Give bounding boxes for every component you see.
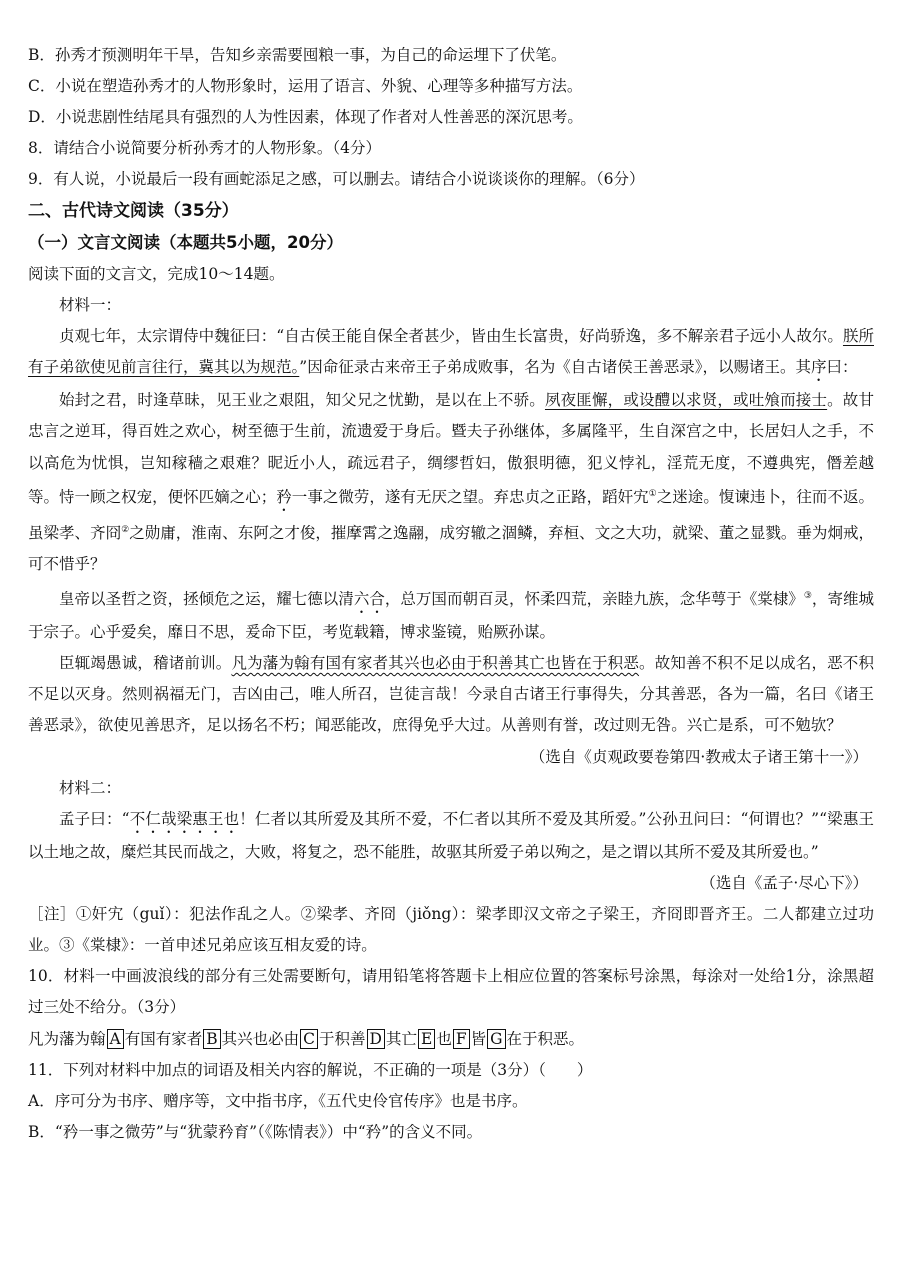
reading-instruction: 阅读下面的文言文，完成10～14题。 <box>28 265 285 283</box>
text-run: 于积善 <box>319 1029 366 1048</box>
text-run: 其兴也必由 <box>221 1029 300 1048</box>
answer-box-b[interactable]: B <box>203 1029 220 1049</box>
section-heading: 二、古代诗文阅读（35分） <box>28 201 239 221</box>
answer-box-a[interactable]: A <box>107 1029 124 1049</box>
text-run: 皇帝以圣哲之资，拯倾危之运，耀七德以清 <box>59 589 354 608</box>
note-marker-2: ② <box>121 524 130 535</box>
option-b: B．孙秀才预测明年干旱，告知乡亲需要囤粮一事，为自己的命运埋下了伏笔。 <box>28 46 567 64</box>
text-run: ，总万国而朝百灵，怀柔四荒，亲睦九族，念华萼于《棠棣》 <box>384 589 804 608</box>
underlined-sentence: 夙夜匪懈，或设醴以求贤，或吐飧而接士 <box>544 391 828 410</box>
answer-box-e[interactable]: E <box>418 1029 435 1049</box>
material-1-paragraph-1 <box>28 321 874 385</box>
question-11-option-b: B．“矜一事之微劳”与“犹蒙矜育”（《陈情表》）中“矜”的含义不同。 <box>28 1122 483 1141</box>
material-1-paragraph-3 <box>28 581 874 648</box>
text-run: 孟子曰：“ <box>59 809 130 828</box>
underlined-sentence: 朕所有子弟欲使见前言往行，冀其以为规范。 <box>28 327 874 377</box>
text-run: 。故甘忠言之逆耳，得百姓之欢心，树至德于生前，流遗爱于身后。暨夫子孙继体，多属隆平，生自深宫之中，长居妇人之手，不以高危为忧惧，岂知稼穑之艰难？昵近小人，疏远君子，绸缪哲妇，傲狠明德，犯义悖礼，淫荒无度，不遵典宪，僭差越等。恃一顾之权宠，便怀匹嫡之心； <box>28 391 874 506</box>
text-run: ！仁者以其所爱及其所不爱，不仁者以其所不爱及其所爱。”公孙丑问曰：“何谓也？”“梁惠王以土地之故，糜烂其民而战之，大败，将复之，恐不能胜，故驱其所爱子弟以殉之，是之谓以其所不爱及其所爱也。” <box>28 809 874 861</box>
material-2-paragraph <box>28 804 874 868</box>
option-c: C．小说在塑造孙秀才的人物形象时，运用了语言、外貌、心理等多种描写方法。 <box>28 77 583 95</box>
note-marker-3: ③ <box>803 590 812 601</box>
text-run: 曰： <box>826 358 858 377</box>
question-11: 11．下列对材料中加点的词语及相关内容的解说，不正确的一项是（3分）（ ） <box>28 1060 593 1079</box>
answer-box-c[interactable]: C <box>300 1029 318 1049</box>
dotted-word-liuhe: 六合 <box>353 589 385 608</box>
material-2-label: 材料二： <box>59 778 122 797</box>
text-run: 贞观七年，太宗谓侍中魏征曰：“自古侯王能自保全者甚少，皆由生长富贵，好尚骄逸，多不解亲君子远小人故尔。 <box>59 327 843 345</box>
text-run: 。故知善不积不足以成名，恶不积不足以灭身。然则祸福无门，吉凶由己，唯人所召，岂徒言哉！今录自古诸王行事得失，分其善恶，各为一篇，名曰《诸王善恶录》，欲使见善思齐，足以扬名不朽；闻恶能改，庶得免乎大过。从善则有誉，改过则无咎。兴亡是系，可不勉欤？ <box>28 653 874 735</box>
text-run: 也 <box>436 1029 452 1048</box>
dotted-word-jin: 矜 <box>276 487 292 506</box>
question-10: 10．材料一中画波浪线的部分有三处需要断句，请用铅笔将答题卡上相应位置的答案标号涂黑，每涂对一处给1分，涂黑超过三处不给分。（3分） <box>28 967 874 1017</box>
subsection-heading: （一）文言文阅读（本题共5小题，20分） <box>28 233 343 252</box>
text-run: 始封之君，时逢草昧，见王业之艰阻，知父兄之忧勤，是以在上不骄。 <box>59 391 545 410</box>
material-1-paragraph-2 <box>28 385 874 580</box>
option-d: D．小说悲剧性结尾具有强烈的人为性因素，体现了作者对人性善恶的深沉思考。 <box>28 108 583 126</box>
text-run: 一事之微劳，遂有无厌之望。弃忠贞之正路，蹈奸宄 <box>291 487 649 506</box>
question-11-option-a: A．序可分为书序、赠序等，文中指书序，《五代史伶官传序》也是书序。 <box>28 1091 528 1110</box>
question-9: 9．有人说，小说最后一段有画蛇添足之感，可以删去。请结合小说谈谈你的理解。（6分） <box>28 170 645 188</box>
material-2-source: （选自《孟子·尽心下》） <box>700 873 868 892</box>
text-run: 凡为藩为翰 <box>28 1029 106 1048</box>
exam-page <box>28 40 874 1148</box>
wavy-underlined-sentence: 凡为藩为翰有国有家者其兴也必由于积善其亡也皆在于积恶 <box>231 653 640 672</box>
answer-box-f[interactable]: F <box>453 1029 470 1049</box>
answer-box-g[interactable]: G <box>487 1029 505 1049</box>
text-run: ，寄维城于宗子。心乎爱矣，靡日不思，爰命下臣，考览载籍，博求鉴镜，贻厥孙谋。 <box>28 589 874 641</box>
annotation-notes: ［注］①奸宄（guǐ）：犯法作乱之人。②梁孝、齐冏（jiǒng）：梁孝即汉文帝之子梁王，齐冏即晋齐王。二人都建立过功业。③《棠棣》：一首申述兄弟应该互相友爱的诗。 <box>28 904 874 954</box>
question-10-sentence <box>28 1024 874 1055</box>
text-run: 其亡 <box>385 1029 417 1048</box>
note-marker-1: ① <box>648 488 657 499</box>
text-run: 皆 <box>470 1029 487 1048</box>
material-1-paragraph-4 <box>28 648 874 742</box>
text-run: 之迷途。愎谏违卜，往而不返。虽梁孝、齐冏 <box>28 487 874 543</box>
material-1-label: 材料一： <box>59 296 122 314</box>
text-run: 臣辄竭愚诚，稽诸前训。 <box>59 653 232 672</box>
text-run: ”因命征录古来帝王子弟成败事，名为《自古诸侯王善恶录》，以赐诸王。其 <box>299 358 811 377</box>
text-run: 之勋庸，淮南、东阿之才俊，摧摩霄之逸翮，成穷辙之涸鳞，弃桓、文之大功，就梁、董之显戮。垂为炯戒，可不惜乎？ <box>28 524 874 574</box>
dotted-phrase: 不仁哉梁惠王也 <box>129 809 240 828</box>
question-8: 8．请结合小说简要分析孙秀才的人物形象。（4分） <box>28 139 381 157</box>
answer-box-d[interactable]: D <box>367 1029 385 1049</box>
material-1-source: （选自《贞观政要卷第四·教戒太子诸王第十一》） <box>529 747 868 766</box>
text-run: 有国有家者 <box>124 1029 203 1048</box>
text-run: 在于积恶。 <box>506 1029 585 1048</box>
dotted-word-xu: 序 <box>810 358 827 377</box>
